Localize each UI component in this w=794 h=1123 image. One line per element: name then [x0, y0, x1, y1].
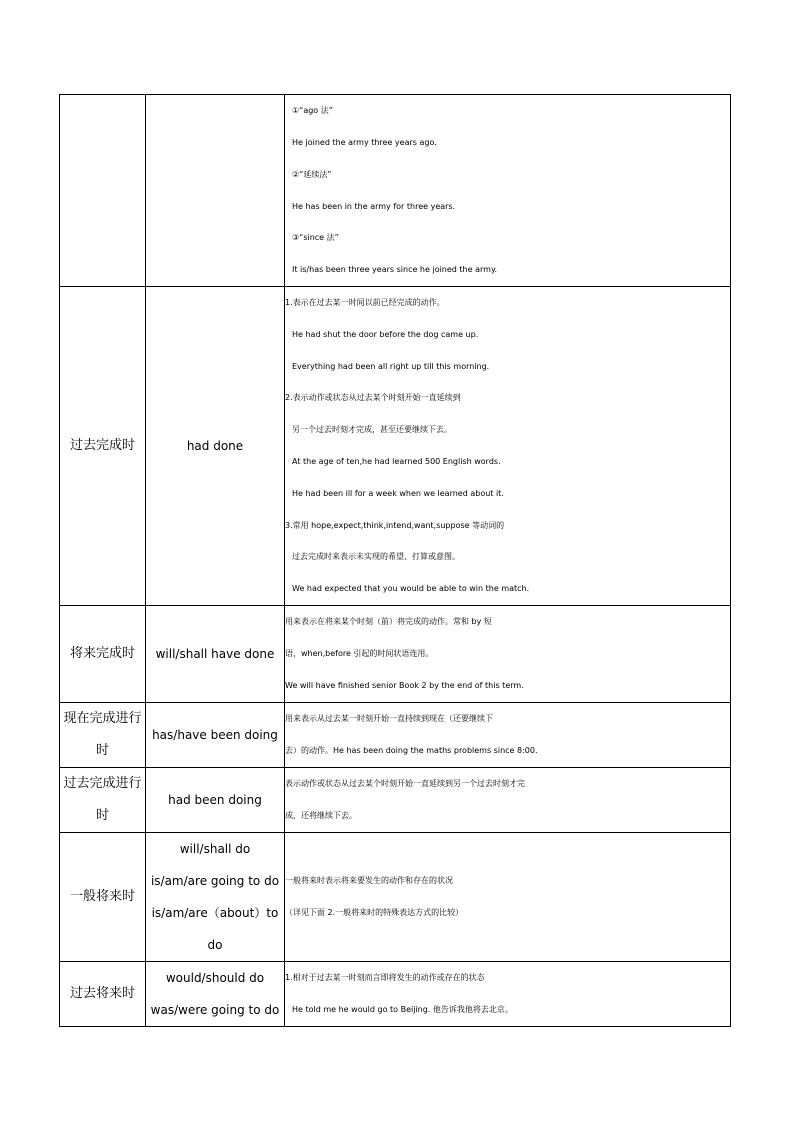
usage-line: （详见下面 2.一般将来时的特殊表达方式的比较）	[285, 907, 464, 917]
usage-line: 用来表示从过去某一时刻开始一直持续到现在（还要继续下	[285, 714, 493, 724]
usage-cell	[285, 961, 731, 1026]
table-row	[60, 702, 731, 767]
usage-cell	[285, 605, 731, 702]
table-row	[60, 832, 731, 961]
form-cell	[146, 605, 285, 702]
usage-line: 用来表示在将来某个时刻（前）将完成的动作。常和 by 短	[285, 617, 492, 627]
tense-table	[59, 94, 731, 1027]
usage-line: ①“ago 法”	[292, 106, 333, 116]
form-cell	[146, 702, 285, 767]
usage-line: 去）的动作。He has been doing the maths problems since 8:00.	[285, 745, 538, 755]
usage-cell	[285, 95, 731, 287]
usage-line: 1.相对于过去某一时刻而言即将发生的动作或存在的状态	[285, 973, 485, 983]
form-cell	[146, 832, 285, 961]
usage-line: We had expected that you would be able to win the match.	[292, 584, 530, 594]
form-cell	[146, 287, 285, 606]
form-line: is/am/are going to do	[150, 873, 280, 888]
usage-line: 语，when,before 引起的时间状语连用。	[285, 649, 434, 659]
tense-cell: 一般将来时	[60, 832, 146, 961]
usage-line: Everything had been all right up till this morning.	[292, 361, 490, 371]
form-line: will/shall have done	[155, 646, 275, 661]
usage-line: 另一个过去时刻才完成，甚至还要继续下去。	[292, 425, 452, 435]
form-cell	[146, 767, 285, 832]
usage-line: 成，还将继续下去。	[285, 810, 357, 820]
usage-cell	[285, 287, 731, 606]
usage-line: 一般将来时表示将来要发生的动作和存在的状况	[285, 876, 453, 886]
tense-cell: 现在完成进行时	[60, 702, 146, 767]
usage-line: He has been in the army for three years.	[292, 201, 456, 211]
usage-line: We will have finished senior Book 2 by the end of this term.	[285, 680, 524, 690]
tense-table-body	[60, 95, 731, 1027]
usage-line: He had been ill for a week when we learned about it.	[292, 488, 504, 498]
form-cell	[146, 95, 285, 287]
tense-cell: 将来完成时	[60, 605, 146, 702]
form-cell	[146, 961, 285, 1026]
usage-cell	[285, 702, 731, 767]
tense-cell	[60, 95, 146, 287]
usage-line: He joined the army three years ago.	[292, 137, 437, 147]
form-line: has/have been doing	[152, 727, 278, 742]
usage-line: 表示动作或状态从过去某个时刻开始一直延续到另一个过去时刻才完	[285, 779, 525, 789]
usage-line: He had shut the door before the dog came up.	[292, 329, 479, 339]
usage-line: It is/has been three years since he joined the army.	[292, 265, 498, 275]
table-row	[60, 95, 731, 287]
usage-line: He told me he would go to Beijing. 他告诉我他将去北京。	[292, 1004, 513, 1014]
table-row	[60, 605, 731, 702]
usage-line: At the age of ten,he had learned 500 English words.	[292, 456, 501, 466]
tense-cell: 过去完成时	[60, 287, 146, 606]
form-line: will/shall do	[179, 841, 251, 856]
form-line: had been doing	[168, 792, 262, 807]
usage-line: 3.常用 hope,expect,think,intend,want,suppose 等动词的	[285, 520, 505, 530]
usage-line: ②“延续法”	[292, 169, 332, 179]
usage-cell	[285, 832, 731, 961]
tense-cell: 过去完成进行时	[60, 767, 146, 832]
form-line: had done	[186, 438, 244, 453]
form-line: was/were going to do	[150, 1002, 280, 1017]
form-line: do	[207, 937, 223, 952]
form-line: is/am/are（about）to	[151, 905, 279, 920]
table-row	[60, 961, 731, 1026]
form-line: would/should do	[165, 970, 265, 985]
usage-line: ③“since 法”	[292, 233, 339, 243]
usage-line: 过去完成时来表示未实现的希望、打算或意图。	[292, 552, 460, 562]
usage-line: 1.表示在过去某一时间以前已经完成的动作。	[285, 298, 445, 307]
usage-line: 2.表示动作或状态从过去某个时刻开始一直延续到	[285, 393, 461, 403]
usage-cell	[285, 767, 731, 832]
table-row	[60, 287, 731, 606]
tense-cell: 过去将来时	[60, 961, 146, 1026]
table-row	[60, 767, 731, 832]
